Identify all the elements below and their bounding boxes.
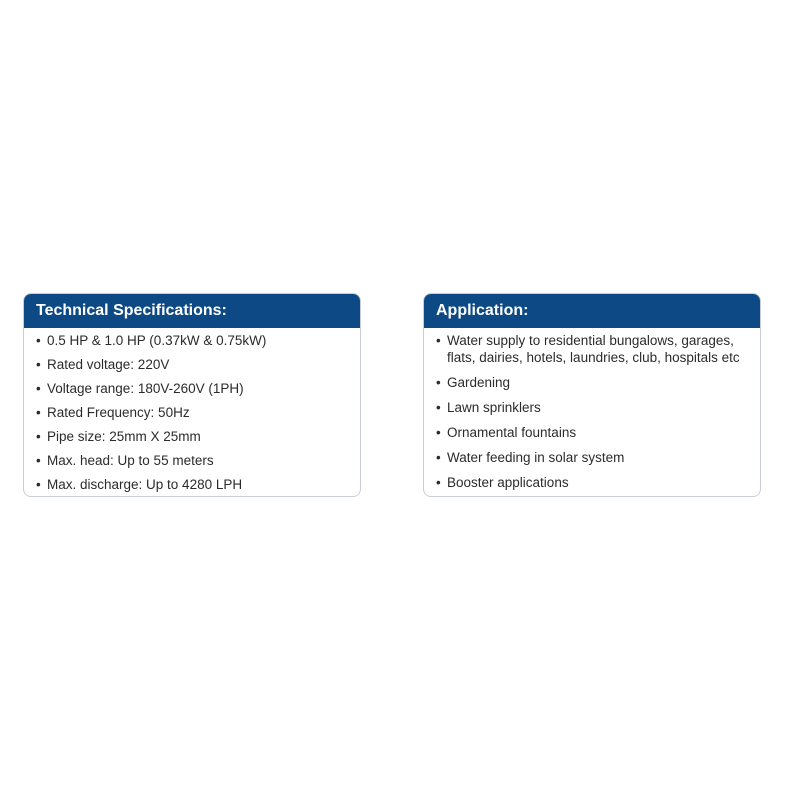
application-item-booster: • Booster applications	[436, 474, 752, 491]
technical-specifications-card	[23, 293, 361, 497]
spec-item-power: • 0.5 HP & 1.0 HP (0.37kW & 0.75kW)	[36, 332, 352, 349]
spec-item-pipe-size: • Pipe size: 25mm X 25mm	[36, 428, 352, 445]
spec-item-rated-frequency: • Rated Frequency: 50Hz	[36, 404, 352, 421]
technical-specifications-list	[24, 328, 360, 493]
application-item-solar-water-feeding: • Water feeding in solar system	[436, 449, 752, 466]
application-title: Application:	[424, 294, 760, 328]
application-list	[424, 328, 760, 491]
technical-specifications-title: Technical Specifications:	[24, 294, 360, 328]
spec-item-rated-voltage: • Rated voltage: 220V	[36, 356, 352, 373]
application-item-lawn-sprinklers: • Lawn sprinklers	[436, 399, 752, 416]
application-card	[423, 293, 761, 497]
spec-item-max-discharge: • Max. discharge: Up to 4280 LPH	[36, 476, 352, 493]
spec-item-max-head: • Max. head: Up to 55 meters	[36, 452, 352, 469]
spec-item-voltage-range: • Voltage range: 180V-260V (1PH)	[36, 380, 352, 397]
application-item-gardening: • Gardening	[436, 374, 752, 391]
application-item-water-supply: • Water supply to residential bungalows, garages, flats, dairies, hotels, laundries, club, hospitals etc	[436, 332, 752, 366]
application-item-ornamental-fountains: • Ornamental fountains	[436, 424, 752, 441]
